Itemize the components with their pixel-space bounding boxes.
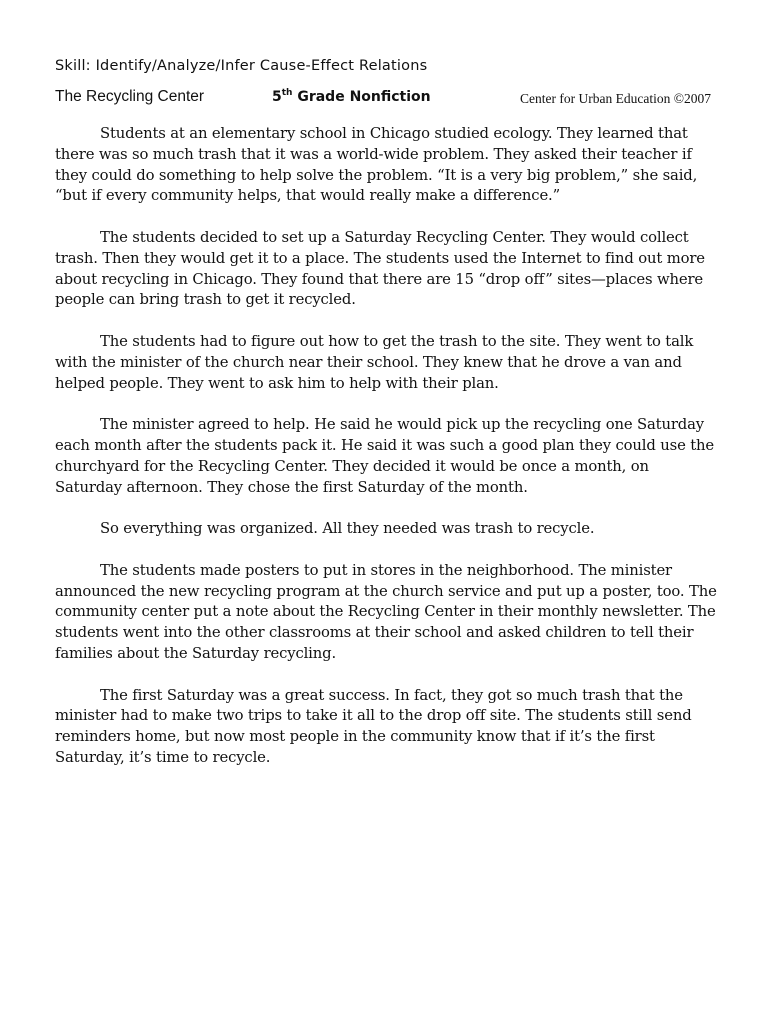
paragraph: Students at an elementary school in Chicago studied ecology. They learned that there was so much trash that it was a world-wide problem. They asked their teacher if they could do something to help solve the problem. “It is a very big problem,” she said, “but if every community helps, that would really make a difference.”	[55, 125, 698, 205]
copyright-credit: Center for Urban Education ©2007	[520, 91, 711, 106]
grade-rest: Grade Nonfiction	[292, 89, 431, 105]
paragraph: The students had to figure out how to get the trash to the site. They went to talk with the minister of the church near their school. They knew that he drove a van and helped people. They went to ask him to help with their plan.	[55, 332, 694, 392]
story-title: The Recycling Center	[55, 88, 205, 105]
grade-label	[272, 88, 431, 105]
header-row	[55, 88, 715, 110]
grade-number: 5	[272, 89, 282, 105]
story-body	[55, 124, 717, 790]
skill-heading: Skill: Identify/Analyze/Infer Cause-Effect Relations	[55, 58, 428, 74]
paragraph: The students made posters to put in stores in the neighborhood. The minister announced the new recycling program at the church service and put up a poster, too. The community center put a note about the Recycling Center in their monthly newsletter. The students went into the other classrooms at their school and asked children to tell their families about the Saturday recycling.	[55, 561, 717, 662]
paragraph: The minister agreed to help. He said he would pick up the recycling one Saturday each month after the students pack it. He said it was such a good plan they could use the churchyard for the Recycling Center. They decided it would be once a month, on Saturday afternoon. They chose the first Saturday of the month.	[55, 416, 715, 496]
paragraph: The first Saturday was a great success. In fact, they got so much trash that the minister had to make two trips to take it all to the drop off site. The students still send reminders home, but now most people in the community know that if it’s the first Saturday, it’s time to recycle.	[55, 686, 692, 766]
paragraph: The students decided to set up a Saturday Recycling Center. They would collect trash. Then they would get it to a place. The students used the Internet to find out more about recycling in Chicago. They found that there are 15 “drop off” sites—places where people can bring trash to get it recycled.	[55, 228, 705, 309]
grade-suffix: th	[281, 88, 293, 98]
paragraph: So everything was organized. All they needed was trash to recycle.	[100, 520, 595, 538]
